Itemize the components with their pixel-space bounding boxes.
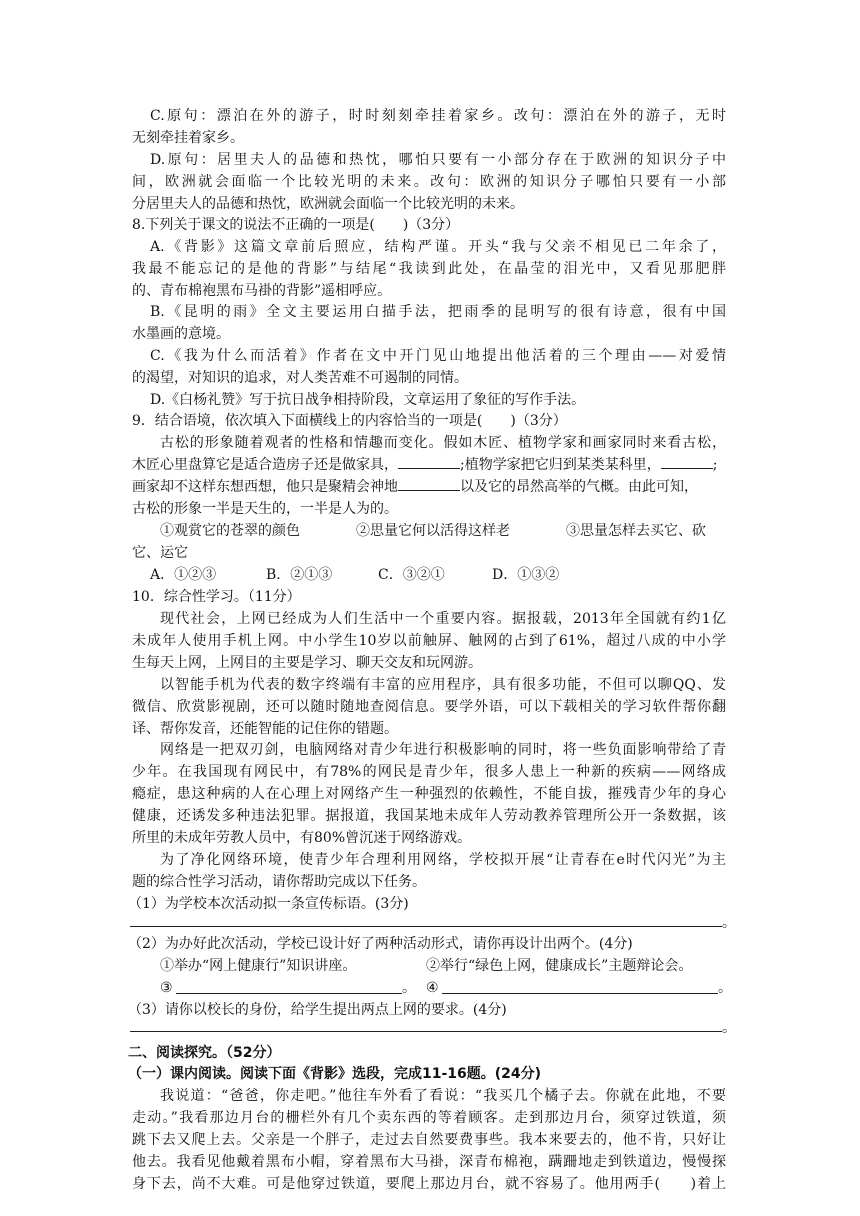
q8-option-d-line1: D.《白杨礼赞》写于抗日战争相持阶段，文章运用了象征的写作手法。	[150, 392, 586, 409]
q9-stem: 9．结合语境，依次填入下面横线上的内容恰当的一项是( )（3分）	[132, 413, 567, 430]
reading-line-1: 我说道：“爸爸，你走吧。”他往车外看了看说：“我买几个橘子去。你就在此地，不要	[160, 1087, 726, 1104]
q10-p3-line4: 健康，还诱发多种违法犯罪。据报道，我国某地未成年人劳动教养管理所公开一条数据，该	[132, 808, 726, 825]
q8-option-b-line2: 水墨画的意境。	[132, 326, 230, 343]
q9-passage-line3	[132, 475, 698, 499]
q7-option-d-line3: 分居里夫人的品德和热忱，欧洲就会面临一个比较光明的未来。	[132, 195, 524, 212]
q10-task-2: （2）为办好此次活动，学校已设计好了两种活动形式，请你再设计出两个。(4分)	[128, 936, 633, 953]
q8-option-a-line2: 我最不能忘记的是他的背影”与结尾“我读到此处，在晶莹的泪光中，又看见那肥胖	[132, 260, 726, 277]
q10-p4-line1: 为了净化网络环境，使青少年合理利用网络，学校拟开展“让青春在e时代闪光”为主	[160, 852, 726, 869]
q9-blank-3[interactable]	[398, 476, 460, 491]
q8-stem: 8.下列关于课文的说法不正确的一项是( )（3分）	[132, 216, 460, 233]
q7-option-c-line2: 无刻牵挂着家乡。	[132, 129, 244, 146]
q9-blank-1[interactable]	[398, 454, 460, 469]
q9-passage-line2	[132, 453, 732, 477]
q10-p1-line3: 生每天上网，上网目的主要是学习、聊天交友和玩网游。	[132, 654, 482, 671]
q9-option-3-cont: 它、运它	[132, 544, 188, 561]
q8-option-c-line2: 的渴望，对知识的追求，对人类苦难不可遏制的同情。	[132, 370, 468, 387]
q10-task-1-answer-line[interactable]	[130, 926, 722, 927]
q10-task-2-period-4: 。	[718, 980, 732, 996]
q9-passage-line2-c: ;	[712, 457, 718, 474]
q7-option-d-line2: 间，欧洲就会面临一个比较光明的未来。改句：欧洲的知识分子哪怕只要有一小部	[132, 173, 726, 190]
q10-p3-line3: 瘾症，患这种病的人在心理上对网络产生一种强烈的依赖性，不能自拔，摧残青少年的身心	[132, 786, 726, 803]
q10-p3-line1: 网络是一把双刃剑，电脑网络对青少年进行积极影响的同时，将一些负面影响带给了青	[160, 742, 726, 759]
q10-p3-line5: 所里的未成年劳教人员中，有80%曾沉迷于网络游戏。	[132, 830, 472, 847]
q9-passage-line1: 古松的形象随着观者的性格和情趣而变化。假如木匠、植物学家和画家同时来看古松，	[160, 435, 726, 452]
q8-option-a-line1: A.《背影》这篇文章前后照应，结构严谨。开头“我与父亲不相见已二年余了，	[150, 238, 726, 255]
q9-choice-c[interactable]: C．③②①	[378, 566, 445, 583]
q9-option-1: ①观赏它的苍翠的颜色	[160, 522, 300, 539]
reading-line-3: 跳下去又爬上去。父亲是一个胖子，走过去自然要费事些。我本来要去的，他不肯，只好让	[132, 1131, 726, 1148]
q10-p1-line1: 现代社会，上网已经成为人们生活中一个重要内容。据报载，2013年全国就有约1亿	[160, 610, 726, 627]
q7-option-c-line1: C.原句：漂泊在外的游子，时时刻刻牵挂着家乡。改句：漂泊在外的游子，无时	[150, 107, 726, 124]
q7-option-d-line1: D.原句：居里夫人的品德和热忱，哪怕只要有一小部分存在于欧洲的知识分子中	[150, 151, 726, 168]
q9-passage-line2-b: ;植物学家把它归到某类某科里，	[460, 457, 661, 474]
q9-passage-line3-a: 画家却不这样东想西想，他只是聚精会神地	[132, 479, 398, 495]
q9-option-3: ③思量怎样去买它、砍	[566, 522, 706, 539]
q10-task-2-option-2: ②举行“绿色上网，健康成长”主题辩论会。	[426, 958, 693, 975]
q10-p2-line3: 译、帮你发音，还能智能的记住你的错题。	[132, 720, 398, 737]
q10-task-2-option-4: ④	[426, 980, 439, 996]
q10-task-2-period-3: 。	[402, 980, 416, 996]
q10-task-2-option-1: ①举办“网上健康行”知识讲座。	[160, 958, 357, 975]
reading-line-5: 身下去，尚不大难。可是他穿过铁道，要爬上那边月台，就不容易了。他用两手( )着上	[132, 1175, 726, 1192]
q10-task-3: （3）请你以校长的身份，给学生提出两点上网的要求。(4分)	[128, 1002, 507, 1018]
q10-p2-line2: 微信、欣赏影视剧，还可以随时随地查阅信息。要学外语，可以下载相关的学习软件帮你翻	[132, 698, 726, 715]
section-2-subheading: （一）课内阅读。阅读下面《背影》选段，完成11-16题。(24分)	[128, 1065, 542, 1082]
q10-task-2-option-3: ③	[160, 980, 173, 996]
q9-passage-line4: 古松的形象一半是天生的，一半是人为的。	[132, 501, 398, 517]
q10-task-2-answer-4-line[interactable]	[442, 993, 718, 994]
q10-p1-line2: 未成年人使用手机上网。中小学生10岁以前触屏、触网的占到了61%，超过八成的中小学	[132, 632, 726, 649]
q10-task-1: （1）为学校本次活动拟一条宣传标语。(3分)	[128, 896, 409, 913]
q10-p3-line2: 少年。在我国现有网民中，有78%的网民是青少年，很多人患上一种新的疾病——网络成	[132, 764, 726, 781]
q9-choice-b[interactable]: B．②①③	[266, 566, 333, 583]
q9-choice-a[interactable]: A．①②③	[150, 566, 217, 583]
q9-blank-2[interactable]	[661, 454, 713, 469]
q8-option-c-line1: C.《我为什么而活着》作者在文中开门见山地提出他活着的三个理由——对爱情	[150, 348, 726, 365]
q10-task-3-answer-line[interactable]	[130, 1031, 722, 1032]
q10-p4-line2: 题的综合性学习活动，请你帮助完成以下任务。	[132, 874, 426, 891]
q10-stem: 10．综合性学习。（11分）	[132, 588, 301, 605]
q10-p2-line1: 以智能手机为代表的数字终端有丰富的应用程序，具有很多功能，不但可以聊QQ、发	[160, 676, 726, 693]
q9-choice-d[interactable]: D．①③②	[492, 566, 560, 583]
q8-option-b-line1: B.《昆明的雨》全文主要运用白描手法，把雨季的昆明写的很有诗意，很有中国	[150, 304, 726, 321]
q10-task-2-answer-3-line[interactable]	[176, 993, 402, 994]
q8-option-a-line3: 的、青布棉袍黑布马褂的背影”遥相呼应。	[132, 282, 392, 299]
q10-task-1-period: 。	[722, 915, 736, 932]
section-2-heading: 二、阅读探究。（52分）	[128, 1044, 281, 1061]
reading-line-2: 走动。”我看那边月台的栅栏外有几个卖东西的等着顾客。走到那边月台，须穿过铁道，须	[132, 1109, 726, 1126]
q9-option-2: ②思量它何以活得这样老	[356, 522, 510, 539]
q10-task-3-period: 。	[722, 1020, 736, 1037]
reading-line-4: 他去。我看见他戴着黑布小帽，穿着黑布大马褂，深青布棉袍，蹒跚地走到铁道边，慢慢探	[132, 1153, 726, 1170]
q9-passage-line3-b: 以及它的昂然高举的气概。由此可知，	[460, 479, 698, 495]
q9-passage-line2-a: 木匠心里盘算它是适合造房子还是做家具，	[132, 457, 398, 474]
